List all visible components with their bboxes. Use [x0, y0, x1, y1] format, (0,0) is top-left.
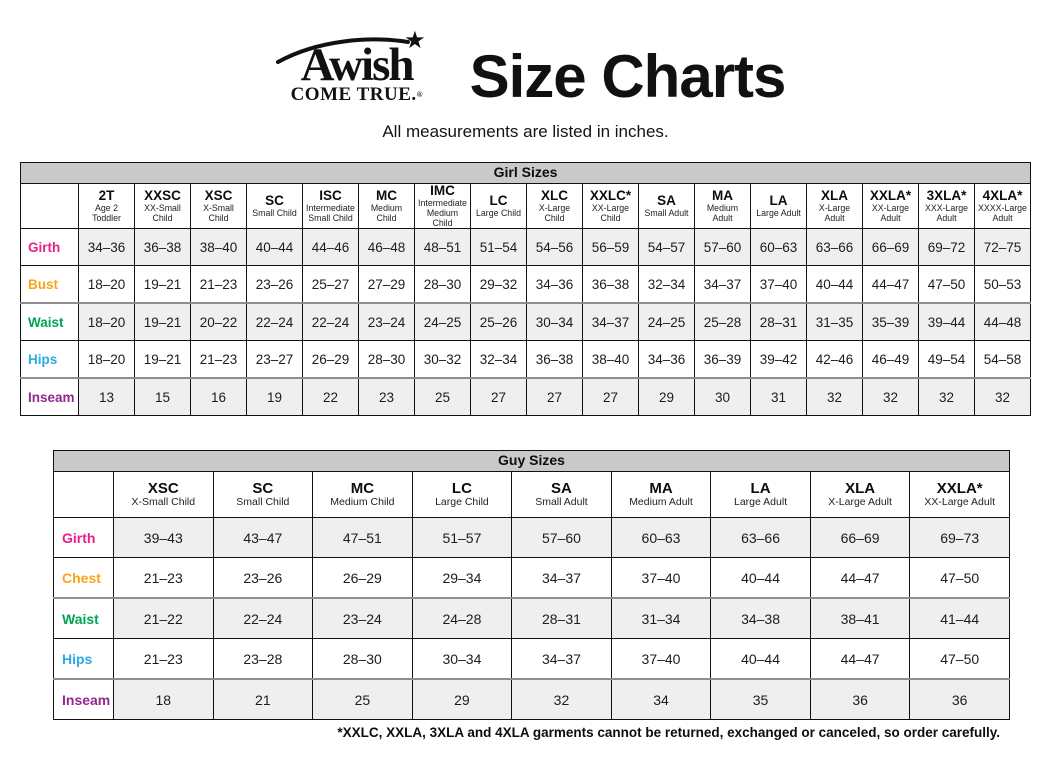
size-cell: 19–21 [135, 303, 191, 341]
size-cell: 32–34 [471, 341, 527, 379]
table-row [21, 303, 1031, 341]
row-label: Inseam [54, 679, 114, 720]
size-cell: 29 [412, 679, 512, 720]
size-cell: 57–60 [512, 518, 612, 558]
size-code: XLA [821, 188, 848, 203]
size-cell: 32 [863, 378, 919, 416]
size-cell: 36 [810, 679, 910, 720]
size-cell: 25 [313, 679, 413, 720]
size-cell: 24–25 [415, 303, 471, 341]
size-cell: 39–44 [919, 303, 975, 341]
size-description: XX-Large Adult [924, 496, 995, 508]
size-cell: 34 [611, 679, 711, 720]
size-code: MC [376, 188, 397, 203]
size-code: XXSC [144, 188, 181, 203]
size-code: XXLA* [869, 188, 912, 203]
column-header [135, 184, 191, 229]
size-cell: 21–23 [191, 266, 247, 304]
size-cell: 23 [359, 378, 415, 416]
size-description: Small Child [236, 496, 290, 508]
row-label: Inseam [21, 378, 79, 416]
size-description: XXX-Large Adult [924, 203, 969, 223]
size-code: LA [769, 193, 788, 208]
size-cell: 54–58 [975, 341, 1031, 379]
size-cell: 25–28 [695, 303, 751, 341]
size-code: XSC [147, 480, 179, 497]
size-cell: 63–66 [711, 518, 811, 558]
size-cell: 57–60 [695, 229, 751, 266]
size-description: Intermediate Medium Child [418, 198, 467, 228]
table-row [21, 341, 1031, 379]
size-cell: 13 [79, 378, 135, 416]
size-description: XXXX-Large Adult [978, 203, 1027, 223]
size-cell: 22 [303, 378, 359, 416]
size-cell: 18 [114, 679, 214, 720]
size-cell: 30 [695, 378, 751, 416]
column-header [114, 472, 214, 518]
size-description: X-Small Child [131, 496, 196, 508]
column-header [415, 184, 471, 229]
size-description: Small Adult [644, 208, 689, 218]
size-code: 2T [98, 188, 115, 203]
size-description: Large Child [435, 496, 489, 508]
size-cell: 42–46 [807, 341, 863, 379]
size-cell: 25 [415, 378, 471, 416]
size-cell: 28–30 [313, 639, 413, 680]
size-cell: 44–47 [810, 558, 910, 599]
column-header [975, 184, 1031, 229]
guy-sizes-section [53, 450, 1010, 720]
size-cell: 19–21 [135, 341, 191, 379]
size-description: XX-Small Child [144, 203, 181, 223]
size-cell: 36–38 [527, 341, 583, 379]
size-description: X-Small Child [203, 203, 234, 223]
size-cell: 16 [191, 378, 247, 416]
size-cell: 31–34 [611, 598, 711, 639]
size-code: MA [649, 480, 673, 497]
size-cell: 36–39 [695, 341, 751, 379]
brand-logo [266, 26, 448, 120]
size-code: MC [350, 480, 375, 497]
size-cell: 31–35 [807, 303, 863, 341]
size-description: Large Adult [756, 208, 801, 218]
size-cell: 19 [247, 378, 303, 416]
size-cell: 25–27 [303, 266, 359, 304]
column-header [412, 472, 512, 518]
size-cell: 39–42 [751, 341, 807, 379]
size-description: X-Large Adult [818, 203, 851, 223]
size-cell: 66–69 [863, 229, 919, 266]
size-cell: 44–46 [303, 229, 359, 266]
size-cell: 27 [471, 378, 527, 416]
table-row [54, 639, 1010, 680]
size-cell: 23–26 [213, 558, 313, 599]
size-code: SA [551, 480, 572, 497]
size-cell: 35–39 [863, 303, 919, 341]
size-description: Age 2 Toddler [92, 203, 121, 223]
size-cell: 23–24 [359, 303, 415, 341]
size-description: Small Adult [535, 496, 588, 508]
size-cell: 51–54 [471, 229, 527, 266]
column-header [247, 184, 303, 229]
table-row [54, 598, 1010, 639]
size-cell: 48–51 [415, 229, 471, 266]
column-header [751, 184, 807, 229]
size-cell: 32 [919, 378, 975, 416]
girl-sizes-title-bar: Girl Sizes [20, 162, 1031, 183]
column-header-row [21, 184, 1031, 229]
size-code: XXLC* [589, 188, 632, 203]
size-cell: 22–24 [213, 598, 313, 639]
size-cell: 54–57 [639, 229, 695, 266]
size-cell: 38–40 [583, 341, 639, 379]
size-cell: 32 [512, 679, 612, 720]
size-cell: 25–26 [471, 303, 527, 341]
size-cell: 54–56 [527, 229, 583, 266]
table-row [54, 558, 1010, 599]
size-description: Medium Adult [706, 203, 739, 223]
size-description: Intermediate Small Child [306, 203, 355, 223]
size-description: X-Large Adult [828, 496, 892, 508]
column-header [863, 184, 919, 229]
size-description: Medium Child [370, 203, 403, 223]
size-cell: 47–50 [919, 266, 975, 304]
size-cell: 32 [807, 378, 863, 416]
size-cell: 47–51 [313, 518, 413, 558]
table-row [21, 266, 1031, 304]
size-cell: 60–63 [751, 229, 807, 266]
size-cell: 38–40 [191, 229, 247, 266]
logo-tagline-text: COME TRUE. [290, 84, 417, 105]
size-cell: 24–25 [639, 303, 695, 341]
table-row [54, 679, 1010, 720]
size-cell: 30–32 [415, 341, 471, 379]
size-cell: 18–20 [79, 303, 135, 341]
size-cell: 21–23 [114, 558, 214, 599]
column-header [213, 472, 313, 518]
column-header [512, 472, 612, 518]
size-cell: 34–36 [79, 229, 135, 266]
row-label: Hips [54, 639, 114, 680]
size-cell: 30–34 [412, 639, 512, 680]
size-cell: 34–36 [527, 266, 583, 304]
registered-mark: ® [416, 90, 423, 99]
size-code: ISC [319, 188, 342, 203]
table-row [21, 378, 1031, 416]
size-description: Medium Adult [629, 496, 693, 508]
size-cell: 18–20 [79, 266, 135, 304]
size-cell: 22–24 [303, 303, 359, 341]
size-description: Medium Child [330, 496, 395, 508]
size-cell: 43–47 [213, 518, 313, 558]
size-cell: 21–22 [114, 598, 214, 639]
column-header [711, 472, 811, 518]
size-cell: 38–41 [810, 598, 910, 639]
size-cell: 51–57 [412, 518, 512, 558]
size-cell: 27–29 [359, 266, 415, 304]
size-description: Large Adult [733, 496, 788, 508]
size-cell: 36–38 [583, 266, 639, 304]
size-cell: 44–47 [810, 639, 910, 680]
row-label: Waist [54, 598, 114, 639]
size-description: Small Child [252, 208, 297, 218]
girl-sizes-section [20, 162, 1031, 416]
size-cell: 69–72 [919, 229, 975, 266]
column-header [910, 472, 1010, 518]
size-cell: 41–44 [910, 598, 1010, 639]
size-code: 3XLA* [926, 188, 967, 203]
size-cell: 21–23 [114, 639, 214, 680]
girl-sizes-table [20, 183, 1031, 416]
size-cell: 39–43 [114, 518, 214, 558]
size-code: XSC [204, 188, 233, 203]
size-cell: 29 [639, 378, 695, 416]
size-cell: 37–40 [751, 266, 807, 304]
size-cell: 63–66 [807, 229, 863, 266]
size-cell: 19–21 [135, 266, 191, 304]
size-cell: 46–48 [359, 229, 415, 266]
size-cell: 60–63 [611, 518, 711, 558]
size-cell: 21–23 [191, 341, 247, 379]
size-code: XLA [845, 480, 876, 497]
size-cell: 21 [213, 679, 313, 720]
size-code: LA [750, 480, 771, 497]
size-cell: 34–37 [512, 639, 612, 680]
size-cell: 29–32 [471, 266, 527, 304]
size-cell: 34–38 [711, 598, 811, 639]
size-cell: 34–37 [512, 558, 612, 599]
corner-cell [21, 184, 79, 229]
size-cell: 26–29 [313, 558, 413, 599]
size-cell: 69–73 [910, 518, 1010, 558]
corner-cell [54, 472, 114, 518]
star-icon: ★ [404, 26, 426, 54]
size-cell: 34–37 [695, 266, 751, 304]
size-description: XX-Large Adult [871, 203, 910, 223]
size-cell: 40–44 [711, 558, 811, 599]
size-cell: 32 [975, 378, 1031, 416]
size-code: SA [657, 193, 676, 208]
page-title: Size Charts [469, 43, 786, 110]
column-header [471, 184, 527, 229]
column-header [583, 184, 639, 229]
size-cell: 46–49 [863, 341, 919, 379]
size-code: IMC [430, 183, 455, 198]
size-cell: 28–30 [415, 266, 471, 304]
size-cell: 23–26 [247, 266, 303, 304]
column-header [810, 472, 910, 518]
size-code: SC [265, 193, 284, 208]
size-cell: 29–34 [412, 558, 512, 599]
size-cell: 34–37 [583, 303, 639, 341]
column-header [639, 184, 695, 229]
size-cell: 40–44 [247, 229, 303, 266]
size-cell: 28–31 [751, 303, 807, 341]
row-label: Hips [21, 341, 79, 379]
size-cell: 50–53 [975, 266, 1031, 304]
row-label: Chest [54, 558, 114, 599]
size-cell: 36–38 [135, 229, 191, 266]
row-label: Waist [21, 303, 79, 341]
footnote: *XXLC, XXLA, 3XLA and 4XLA garments cannot be returned, exchanged or canceled, so order carefully. [337, 725, 1000, 740]
row-label: Bust [21, 266, 79, 304]
size-cell: 18–20 [79, 341, 135, 379]
size-cell: 32–34 [639, 266, 695, 304]
size-cell: 49–54 [919, 341, 975, 379]
size-cell: 27 [527, 378, 583, 416]
size-cell: 44–48 [975, 303, 1031, 341]
size-cell: 31 [751, 378, 807, 416]
size-cell: 47–50 [910, 558, 1010, 599]
column-header [527, 184, 583, 229]
size-cell: 56–59 [583, 229, 639, 266]
page-subtitle: All measurements are listed in inches. [382, 122, 669, 141]
size-cell: 37–40 [611, 639, 711, 680]
guy-sizes-table [53, 471, 1010, 720]
column-header [79, 184, 135, 229]
size-cell: 40–44 [807, 266, 863, 304]
size-cell: 28–30 [359, 341, 415, 379]
size-code: MA [712, 188, 733, 203]
size-code: SC [252, 480, 274, 497]
column-header-row [54, 472, 1010, 518]
row-label: Girth [21, 229, 79, 266]
size-cell: 28–31 [512, 598, 612, 639]
size-cell: 26–29 [303, 341, 359, 379]
column-header [611, 472, 711, 518]
size-cell: 20–22 [191, 303, 247, 341]
logo-tagline [266, 86, 448, 104]
column-header [695, 184, 751, 229]
row-label: Girth [54, 518, 114, 558]
guy-sizes-title-bar: Guy Sizes [53, 450, 1010, 471]
column-header [919, 184, 975, 229]
size-cell: 44–47 [863, 266, 919, 304]
size-code: LC [451, 480, 472, 497]
size-cell: 47–50 [910, 639, 1010, 680]
column-header [191, 184, 247, 229]
column-header [807, 184, 863, 229]
size-description: X-Large Child [538, 203, 571, 223]
size-code: XXLA* [936, 480, 983, 497]
size-cell: 23–24 [313, 598, 413, 639]
logo-wordmark: Awish [300, 39, 413, 91]
table-row [21, 229, 1031, 266]
size-code: 4XLA* [982, 188, 1023, 203]
table-row [54, 518, 1010, 558]
size-cell: 36 [910, 679, 1010, 720]
size-cell: 72–75 [975, 229, 1031, 266]
column-header [359, 184, 415, 229]
size-cell: 24–28 [412, 598, 512, 639]
size-cell: 66–69 [810, 518, 910, 558]
size-cell: 23–27 [247, 341, 303, 379]
size-cell: 34–36 [639, 341, 695, 379]
size-code: LC [489, 193, 508, 208]
size-code: XLC [541, 188, 568, 203]
page-header [0, 26, 1051, 120]
size-cell: 15 [135, 378, 191, 416]
size-description: Large Child [476, 208, 521, 218]
size-cell: 22–24 [247, 303, 303, 341]
column-header [303, 184, 359, 229]
column-header [313, 472, 413, 518]
size-cell: 40–44 [711, 639, 811, 680]
size-description: XX-Large Child [591, 203, 630, 223]
size-cell: 30–34 [527, 303, 583, 341]
size-cell: 37–40 [611, 558, 711, 599]
size-cell: 27 [583, 378, 639, 416]
size-cell: 23–28 [213, 639, 313, 680]
size-cell: 35 [711, 679, 811, 720]
